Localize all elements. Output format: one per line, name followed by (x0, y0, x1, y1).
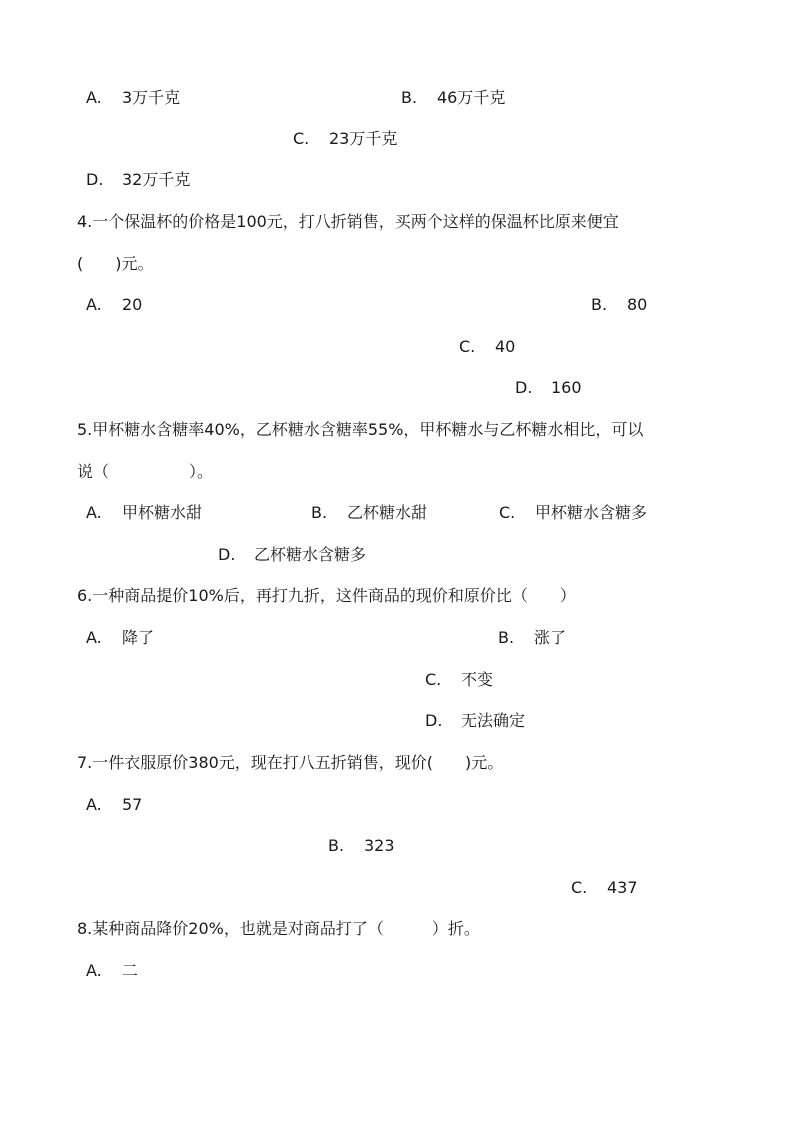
q5-stem-line-1: 5.甲杯糖水含糖率40%，乙杯糖水含糖率55%，甲杯糖水与乙杯糖水相比，可以 (77, 420, 644, 439)
option-text: 20 (122, 295, 143, 314)
q6-option-c (425, 670, 493, 690)
option-text: 40 (495, 337, 516, 356)
option-letter: C. (459, 337, 476, 356)
q3-option-c (293, 129, 397, 149)
option-letter: B. (311, 503, 328, 522)
q4-option-d (515, 378, 582, 398)
option-letter: B. (498, 628, 515, 647)
option-letter: D. (515, 378, 533, 397)
option-letter: C. (425, 670, 442, 689)
q4-option-b (591, 295, 647, 315)
q6-option-a (86, 628, 154, 648)
q4-stem-line-1: 4.一个保温杯的价格是100元，打八折销售，买两个这样的保温杯比原来便宜 (77, 212, 619, 231)
q7-stem-line-1: 7.一件衣服原价380元，现在打八五折销售，现价( )元。 (77, 753, 504, 772)
q6-option-d (425, 711, 525, 731)
q7-option-b (328, 836, 395, 856)
q3-option-b (401, 88, 505, 108)
option-text: 160 (551, 378, 582, 397)
q4-option-a (86, 295, 142, 315)
option-text: 57 (122, 795, 143, 814)
q5-stem-line-2: 说（ ）。 (77, 462, 214, 481)
option-text: 3万千克 (122, 88, 181, 107)
q5-option-c (499, 503, 647, 523)
option-letter: A. (86, 88, 102, 107)
option-text: 甲杯糖水甜 (122, 503, 203, 522)
q8-stem-line-1: 8.某种商品降价20%，也就是对商品打了（ ）折。 (77, 919, 480, 938)
option-text: 乙杯糖水含糖多 (254, 545, 367, 564)
option-text: 437 (607, 878, 638, 897)
option-text: 323 (364, 836, 395, 855)
q3-option-d (86, 170, 190, 190)
option-letter: D. (86, 170, 104, 189)
option-letter: C. (499, 503, 516, 522)
option-letter: B. (328, 836, 345, 855)
q7-option-a (86, 795, 142, 815)
option-text: 32万千克 (122, 170, 191, 189)
option-letter: A. (86, 503, 102, 522)
option-letter: A. (86, 795, 102, 814)
q4-option-c (459, 337, 515, 357)
option-letter: B. (401, 88, 418, 107)
option-letter: A. (86, 295, 102, 314)
option-letter: D. (218, 545, 236, 564)
option-text: 涨了 (534, 628, 567, 647)
option-letter: A. (86, 961, 102, 980)
q4-stem-line-2: ( )元。 (77, 254, 154, 273)
option-text: 无法确定 (461, 711, 526, 730)
option-text: 80 (627, 295, 648, 314)
option-letter: D. (425, 711, 443, 730)
q5-option-d (218, 545, 366, 565)
q5-option-a (86, 503, 202, 523)
q6-stem-line-1: 6.一种商品提价10%后，再打九折，这件商品的现价和原价比（ ） (77, 586, 576, 605)
option-letter: B. (591, 295, 608, 314)
q8-option-a (86, 961, 138, 981)
q5-option-b (311, 503, 427, 523)
option-letter: C. (293, 129, 310, 148)
option-text: 甲杯糖水含糖多 (535, 503, 648, 522)
option-text: 乙杯糖水甜 (347, 503, 428, 522)
option-text: 降了 (122, 628, 155, 647)
option-text: 二 (122, 961, 139, 980)
option-text: 不变 (461, 670, 494, 689)
q7-option-c (571, 878, 638, 898)
option-letter: A. (86, 628, 102, 647)
q6-option-b (498, 628, 566, 648)
option-text: 46万千克 (437, 88, 506, 107)
option-letter: C. (571, 878, 588, 897)
option-text: 23万千克 (329, 129, 398, 148)
q3-option-a (86, 88, 180, 108)
